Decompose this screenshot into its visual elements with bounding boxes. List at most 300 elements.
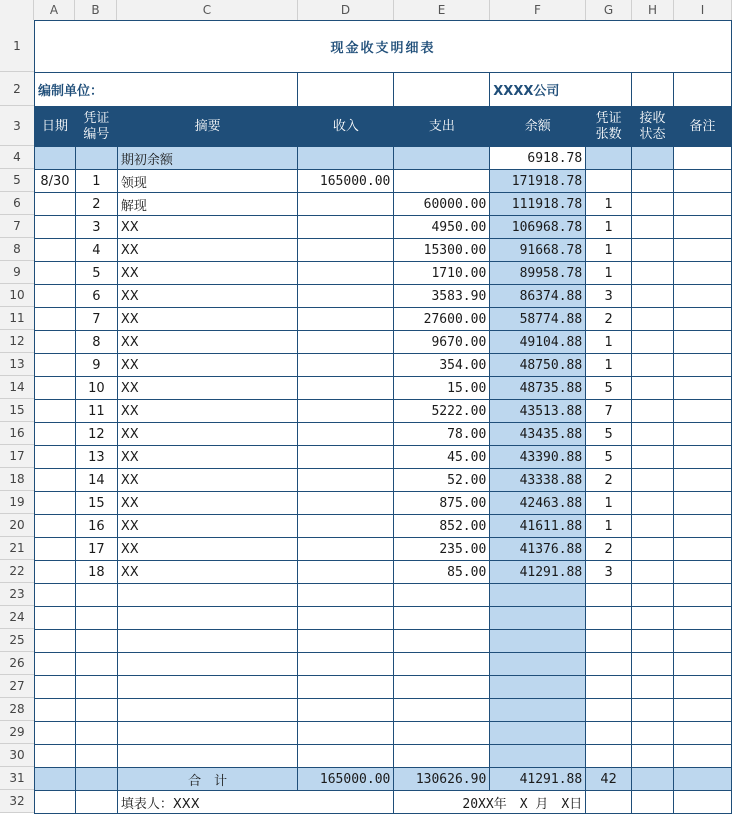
entry-expense[interactable] [394, 170, 490, 193]
entry-expense[interactable]: 60000.00 [394, 193, 490, 216]
entry-voucher-no[interactable]: 5 [75, 262, 117, 285]
cell[interactable] [490, 653, 586, 676]
entry-receive-status[interactable] [632, 193, 674, 216]
entry-balance[interactable]: 86374.88 [490, 285, 586, 308]
row-header-27[interactable]: 27 [0, 675, 34, 698]
entry-date[interactable] [35, 216, 76, 239]
cell-d2[interactable] [298, 73, 394, 107]
entry-expense[interactable]: 875.00 [394, 492, 490, 515]
cell[interactable] [298, 745, 394, 768]
header-income[interactable]: 收入 [298, 107, 394, 147]
cell[interactable] [298, 722, 394, 745]
cell[interactable] [298, 653, 394, 676]
row-header-3[interactable]: 3 [0, 106, 34, 146]
row-header-19[interactable]: 19 [0, 491, 34, 514]
cell[interactable] [394, 745, 490, 768]
cell[interactable] [674, 791, 732, 814]
cell[interactable] [298, 607, 394, 630]
cell[interactable] [394, 630, 490, 653]
entry-date[interactable] [35, 423, 76, 446]
row-header-13[interactable]: 13 [0, 353, 34, 376]
cell[interactable] [674, 676, 732, 699]
cell[interactable] [632, 630, 674, 653]
row-header-1[interactable]: 1 [0, 20, 34, 72]
header-remark[interactable]: 备注 [674, 107, 732, 147]
entry-date[interactable] [35, 331, 76, 354]
cell[interactable] [35, 147, 76, 170]
cell[interactable] [35, 676, 76, 699]
row-header-7[interactable]: 7 [0, 215, 34, 238]
entry-remark[interactable] [674, 285, 732, 308]
entry-voucher-no[interactable]: 18 [75, 561, 117, 584]
entry-income[interactable] [298, 216, 394, 239]
entry-expense[interactable]: 852.00 [394, 515, 490, 538]
entry-voucher-no[interactable]: 3 [75, 216, 117, 239]
cell[interactable] [117, 630, 298, 653]
entry-expense[interactable]: 78.00 [394, 423, 490, 446]
entry-expense[interactable]: 27600.00 [394, 308, 490, 331]
totals-balance[interactable]: 41291.88 [490, 768, 586, 791]
entry-expense[interactable]: 235.00 [394, 538, 490, 561]
entry-date[interactable] [35, 262, 76, 285]
entry-remark[interactable] [674, 331, 732, 354]
totals-label[interactable]: 合 计 [117, 768, 298, 791]
cell[interactable] [632, 699, 674, 722]
entry-income[interactable]: 165000.00 [298, 170, 394, 193]
row-header-10[interactable]: 10 [0, 284, 34, 307]
cell[interactable] [490, 607, 586, 630]
cell[interactable] [117, 722, 298, 745]
cell[interactable] [35, 607, 76, 630]
cell[interactable] [394, 607, 490, 630]
header-expense[interactable]: 支出 [394, 107, 490, 147]
opening-balance[interactable]: 6918.78 [490, 147, 586, 170]
entry-summary[interactable]: XX [117, 423, 298, 446]
cell[interactable] [490, 676, 586, 699]
cell[interactable] [490, 745, 586, 768]
opening-summary[interactable]: 期初余额 [117, 147, 298, 170]
entry-expense[interactable]: 5222.00 [394, 400, 490, 423]
entry-voucher-count[interactable]: 1 [586, 262, 632, 285]
header-voucher-no[interactable]: 凭证 编号 [75, 107, 117, 147]
entry-voucher-no[interactable]: 12 [75, 423, 117, 446]
column-header-a[interactable]: A [34, 0, 75, 20]
cell[interactable] [35, 584, 76, 607]
entry-income[interactable] [298, 262, 394, 285]
cell[interactable] [75, 607, 117, 630]
totals-income[interactable]: 165000.00 [298, 768, 394, 791]
row-header-12[interactable]: 12 [0, 330, 34, 353]
cell[interactable] [117, 584, 298, 607]
cell[interactable] [674, 584, 732, 607]
cell[interactable] [586, 722, 632, 745]
cell[interactable] [117, 676, 298, 699]
entry-receive-status[interactable] [632, 262, 674, 285]
entry-remark[interactable] [674, 308, 732, 331]
cell[interactable] [586, 630, 632, 653]
entry-balance[interactable]: 48735.88 [490, 377, 586, 400]
cell[interactable] [117, 745, 298, 768]
cell[interactable] [490, 722, 586, 745]
cell[interactable] [35, 699, 76, 722]
row-header-22[interactable]: 22 [0, 560, 34, 583]
entry-date[interactable] [35, 193, 76, 216]
unit-label[interactable]: 编制单位： [35, 73, 298, 107]
header-date[interactable]: 日期 [35, 107, 76, 147]
entry-income[interactable] [298, 308, 394, 331]
cell[interactable] [394, 653, 490, 676]
entry-date[interactable] [35, 492, 76, 515]
cell[interactable] [632, 584, 674, 607]
cell[interactable] [75, 791, 117, 814]
entry-voucher-no[interactable]: 7 [75, 308, 117, 331]
cell[interactable] [632, 791, 674, 814]
cell[interactable] [394, 147, 490, 170]
entry-summary[interactable]: XX [117, 446, 298, 469]
entry-balance[interactable]: 41376.88 [490, 538, 586, 561]
entry-income[interactable] [298, 561, 394, 584]
cell[interactable] [490, 630, 586, 653]
entry-receive-status[interactable] [632, 354, 674, 377]
entry-receive-status[interactable] [632, 216, 674, 239]
column-header-i[interactable]: I [674, 0, 732, 20]
entry-voucher-count[interactable]: 1 [586, 354, 632, 377]
entry-receive-status[interactable] [632, 423, 674, 446]
entry-summary[interactable]: XX [117, 354, 298, 377]
cell[interactable] [586, 791, 632, 814]
entry-receive-status[interactable] [632, 469, 674, 492]
cell[interactable] [75, 630, 117, 653]
column-header-d[interactable]: D [298, 0, 394, 20]
entry-remark[interactable] [674, 492, 732, 515]
entry-voucher-no[interactable]: 2 [75, 193, 117, 216]
entry-receive-status[interactable] [632, 515, 674, 538]
cell[interactable] [298, 147, 394, 170]
cell[interactable] [674, 768, 732, 791]
entry-summary[interactable]: 领现 [117, 170, 298, 193]
entry-income[interactable] [298, 377, 394, 400]
entry-voucher-no[interactable]: 16 [75, 515, 117, 538]
row-header-25[interactable]: 25 [0, 629, 34, 652]
entry-expense[interactable]: 15.00 [394, 377, 490, 400]
cell[interactable] [632, 745, 674, 768]
cell[interactable] [632, 676, 674, 699]
entry-voucher-count[interactable]: 1 [586, 216, 632, 239]
entry-voucher-count[interactable]: 3 [586, 561, 632, 584]
cell[interactable] [75, 147, 117, 170]
cell[interactable] [35, 791, 76, 814]
entry-expense[interactable]: 45.00 [394, 446, 490, 469]
entry-balance[interactable]: 89958.78 [490, 262, 586, 285]
entry-expense[interactable]: 15300.00 [394, 239, 490, 262]
column-header-h[interactable]: H [632, 0, 674, 20]
header-summary[interactable]: 摘要 [117, 107, 298, 147]
row-header-9[interactable]: 9 [0, 261, 34, 284]
entry-remark[interactable] [674, 423, 732, 446]
entry-date[interactable] [35, 515, 76, 538]
entry-income[interactable] [298, 538, 394, 561]
cell[interactable] [75, 699, 117, 722]
cell[interactable] [674, 745, 732, 768]
cell[interactable] [75, 768, 117, 791]
entry-balance[interactable]: 49104.88 [490, 331, 586, 354]
cell[interactable] [490, 699, 586, 722]
entry-balance[interactable]: 41611.88 [490, 515, 586, 538]
entry-summary[interactable]: XX [117, 377, 298, 400]
entry-receive-status[interactable] [632, 308, 674, 331]
row-header-21[interactable]: 21 [0, 537, 34, 560]
entry-voucher-count[interactable]: 1 [586, 492, 632, 515]
cell[interactable] [632, 607, 674, 630]
entry-date[interactable] [35, 538, 76, 561]
cell[interactable] [586, 147, 632, 170]
cell[interactable] [632, 653, 674, 676]
row-header-14[interactable]: 14 [0, 376, 34, 399]
entry-date[interactable] [35, 308, 76, 331]
cell[interactable] [674, 699, 732, 722]
entry-voucher-no[interactable]: 9 [75, 354, 117, 377]
entry-expense[interactable]: 9670.00 [394, 331, 490, 354]
cell[interactable] [117, 653, 298, 676]
row-header-11[interactable]: 11 [0, 307, 34, 330]
cell[interactable] [394, 584, 490, 607]
totals-expense[interactable]: 130626.90 [394, 768, 490, 791]
entry-remark[interactable] [674, 239, 732, 262]
cell[interactable] [35, 768, 76, 791]
entry-remark[interactable] [674, 170, 732, 193]
entry-summary[interactable]: XX [117, 262, 298, 285]
entry-voucher-count[interactable]: 3 [586, 285, 632, 308]
entry-expense[interactable]: 1710.00 [394, 262, 490, 285]
row-header-17[interactable]: 17 [0, 445, 34, 468]
cell[interactable] [298, 676, 394, 699]
entry-voucher-count[interactable]: 1 [586, 331, 632, 354]
entry-summary[interactable]: XX [117, 561, 298, 584]
entry-balance[interactable]: 48750.88 [490, 354, 586, 377]
entry-voucher-count[interactable]: 1 [586, 515, 632, 538]
row-header-15[interactable]: 15 [0, 399, 34, 422]
cell[interactable] [674, 722, 732, 745]
entry-income[interactable] [298, 469, 394, 492]
entry-voucher-no[interactable]: 17 [75, 538, 117, 561]
entry-expense[interactable]: 52.00 [394, 469, 490, 492]
entry-balance[interactable]: 171918.78 [490, 170, 586, 193]
entry-balance[interactable]: 41291.88 [490, 561, 586, 584]
entry-date[interactable] [35, 285, 76, 308]
entry-voucher-count[interactable]: 1 [586, 239, 632, 262]
entry-receive-status[interactable] [632, 561, 674, 584]
entry-voucher-no[interactable]: 14 [75, 469, 117, 492]
entry-remark[interactable] [674, 400, 732, 423]
entry-receive-status[interactable] [632, 239, 674, 262]
column-header-f[interactable]: F [490, 0, 586, 20]
entry-income[interactable] [298, 492, 394, 515]
cell[interactable] [394, 722, 490, 745]
entry-balance[interactable]: 42463.88 [490, 492, 586, 515]
row-header-16[interactable]: 16 [0, 422, 34, 445]
cell[interactable] [35, 630, 76, 653]
totals-count[interactable]: 42 [586, 768, 632, 791]
entry-remark[interactable] [674, 377, 732, 400]
entry-income[interactable] [298, 285, 394, 308]
cell[interactable] [75, 676, 117, 699]
entry-remark[interactable] [674, 216, 732, 239]
entry-balance[interactable]: 58774.88 [490, 308, 586, 331]
entry-receive-status[interactable] [632, 170, 674, 193]
entry-voucher-no[interactable]: 1 [75, 170, 117, 193]
cell[interactable] [632, 147, 674, 170]
cell[interactable] [117, 607, 298, 630]
cell[interactable] [586, 653, 632, 676]
row-header-8[interactable]: 8 [0, 238, 34, 261]
header-receive-status[interactable]: 接收 状态 [632, 107, 674, 147]
cell[interactable] [75, 653, 117, 676]
entry-date[interactable] [35, 239, 76, 262]
entry-expense[interactable]: 4950.00 [394, 216, 490, 239]
entry-voucher-no[interactable]: 6 [75, 285, 117, 308]
row-header-31[interactable]: 31 [0, 767, 34, 790]
entry-remark[interactable] [674, 446, 732, 469]
row-header-18[interactable]: 18 [0, 468, 34, 491]
entry-balance[interactable]: 91668.78 [490, 239, 586, 262]
entry-remark[interactable] [674, 515, 732, 538]
row-header-26[interactable]: 26 [0, 652, 34, 675]
cell[interactable] [298, 584, 394, 607]
cell[interactable] [674, 653, 732, 676]
entry-remark[interactable] [674, 561, 732, 584]
entry-receive-status[interactable] [632, 331, 674, 354]
cell[interactable] [298, 630, 394, 653]
entry-income[interactable] [298, 239, 394, 262]
entry-voucher-count[interactable]: 5 [586, 446, 632, 469]
select-all-corner[interactable] [0, 0, 34, 20]
row-header-29[interactable]: 29 [0, 721, 34, 744]
entry-date[interactable] [35, 469, 76, 492]
entry-expense[interactable]: 85.00 [394, 561, 490, 584]
entry-summary[interactable]: XX [117, 285, 298, 308]
entry-expense[interactable]: 354.00 [394, 354, 490, 377]
entry-voucher-count[interactable]: 5 [586, 377, 632, 400]
sheet-title[interactable]: 现金收支明细表 [35, 21, 732, 73]
entry-balance[interactable]: 43513.88 [490, 400, 586, 423]
entry-date[interactable] [35, 561, 76, 584]
cell-h2[interactable] [632, 73, 674, 107]
entry-summary[interactable]: XX [117, 538, 298, 561]
entry-income[interactable] [298, 446, 394, 469]
column-header-b[interactable]: B [75, 0, 117, 20]
entry-voucher-no[interactable]: 4 [75, 239, 117, 262]
cell[interactable] [394, 676, 490, 699]
entry-income[interactable] [298, 400, 394, 423]
entry-income[interactable] [298, 515, 394, 538]
entry-voucher-no[interactable]: 10 [75, 377, 117, 400]
entry-balance[interactable]: 111918.78 [490, 193, 586, 216]
cell[interactable] [75, 722, 117, 745]
entry-income[interactable] [298, 423, 394, 446]
cell[interactable] [75, 584, 117, 607]
cell-i2[interactable] [674, 73, 732, 107]
entry-receive-status[interactable] [632, 492, 674, 515]
cell[interactable] [632, 722, 674, 745]
entry-income[interactable] [298, 354, 394, 377]
entry-income[interactable] [298, 331, 394, 354]
entry-date[interactable] [35, 354, 76, 377]
cell[interactable] [586, 676, 632, 699]
row-header-6[interactable]: 6 [0, 192, 34, 215]
row-header-20[interactable]: 20 [0, 514, 34, 537]
company-name[interactable]: XXXX公司 [490, 73, 632, 107]
header-voucher-count[interactable]: 凭证 张数 [586, 107, 632, 147]
cell[interactable] [632, 768, 674, 791]
row-header-5[interactable]: 5 [0, 169, 34, 192]
entry-summary[interactable]: XX [117, 308, 298, 331]
entry-receive-status[interactable] [632, 285, 674, 308]
row-header-32[interactable]: 32 [0, 790, 34, 813]
entry-balance[interactable]: 106968.78 [490, 216, 586, 239]
entry-income[interactable] [298, 193, 394, 216]
entry-summary[interactable]: XX [117, 492, 298, 515]
cell[interactable] [117, 699, 298, 722]
entry-summary[interactable]: XX [117, 400, 298, 423]
entry-summary[interactable]: XX [117, 239, 298, 262]
row-header-30[interactable]: 30 [0, 744, 34, 767]
entry-summary[interactable]: XX [117, 216, 298, 239]
cell[interactable] [674, 630, 732, 653]
report-date[interactable]: 20XX年 X 月 X日 [394, 791, 586, 814]
cell[interactable] [75, 745, 117, 768]
entry-voucher-count[interactable]: 2 [586, 469, 632, 492]
entry-receive-status[interactable] [632, 377, 674, 400]
entry-remark[interactable] [674, 262, 732, 285]
row-header-28[interactable]: 28 [0, 698, 34, 721]
entry-receive-status[interactable] [632, 446, 674, 469]
entry-voucher-no[interactable]: 13 [75, 446, 117, 469]
preparer[interactable]: 填表人：XXX [117, 791, 393, 814]
cell[interactable] [586, 699, 632, 722]
row-header-24[interactable]: 24 [0, 606, 34, 629]
cell[interactable] [586, 607, 632, 630]
cell[interactable] [35, 745, 76, 768]
entry-balance[interactable]: 43435.88 [490, 423, 586, 446]
entry-expense[interactable]: 3583.90 [394, 285, 490, 308]
entry-voucher-count[interactable]: 7 [586, 400, 632, 423]
entry-voucher-count[interactable]: 2 [586, 538, 632, 561]
row-header-23[interactable]: 23 [0, 583, 34, 606]
row-header-2[interactable]: 2 [0, 72, 34, 106]
cell[interactable] [674, 607, 732, 630]
entry-receive-status[interactable] [632, 400, 674, 423]
cell[interactable] [586, 745, 632, 768]
entry-voucher-count[interactable] [586, 170, 632, 193]
entry-voucher-no[interactable]: 15 [75, 492, 117, 515]
entry-receive-status[interactable] [632, 538, 674, 561]
cell[interactable] [490, 584, 586, 607]
entry-voucher-count[interactable]: 5 [586, 423, 632, 446]
column-header-c[interactable]: C [117, 0, 298, 20]
entry-voucher-count[interactable]: 2 [586, 308, 632, 331]
header-balance[interactable]: 余额 [490, 107, 586, 147]
entry-remark[interactable] [674, 469, 732, 492]
entry-remark[interactable] [674, 354, 732, 377]
entry-voucher-count[interactable]: 1 [586, 193, 632, 216]
cell[interactable] [35, 722, 76, 745]
entry-balance[interactable]: 43390.88 [490, 446, 586, 469]
row-header-4[interactable]: 4 [0, 146, 34, 169]
cell[interactable] [394, 699, 490, 722]
cell[interactable] [674, 147, 732, 170]
entry-voucher-no[interactable]: 8 [75, 331, 117, 354]
entry-date[interactable] [35, 400, 76, 423]
